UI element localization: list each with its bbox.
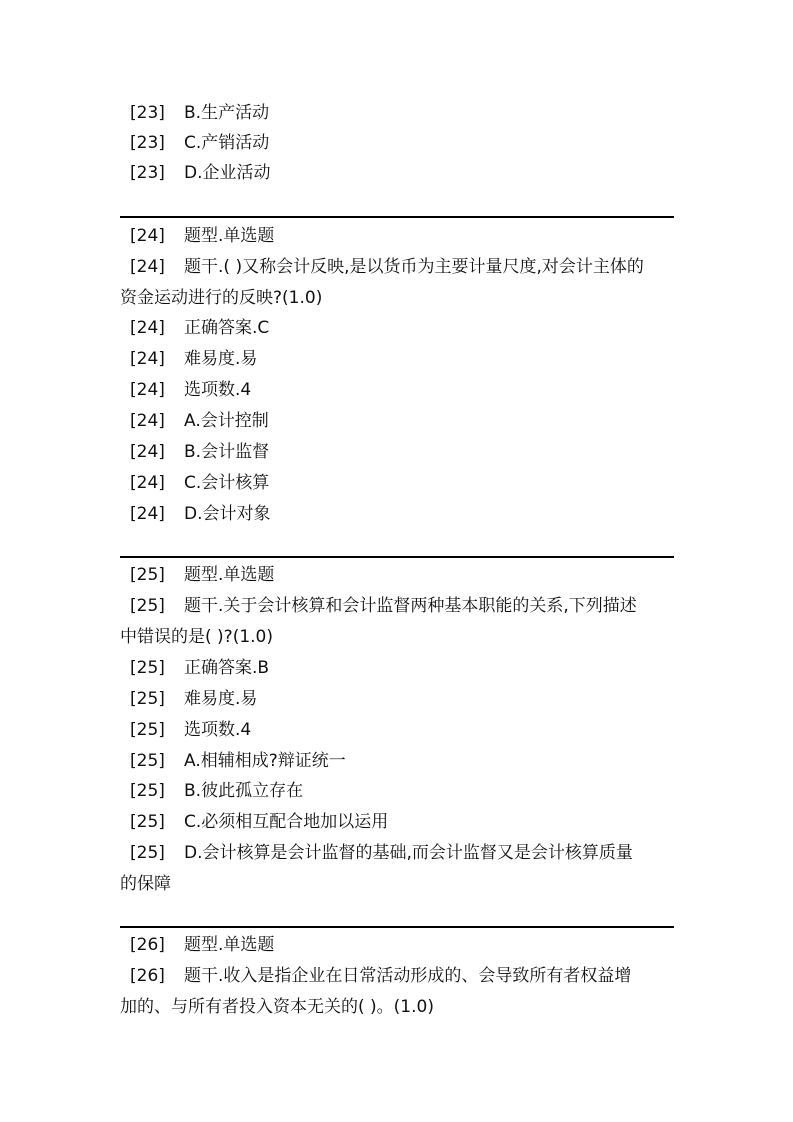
- line-text: 题干.关于会计核算和会计监督两种基本职能的关系,下列描述: [184, 596, 637, 616]
- line-text: B.会计监督: [184, 442, 270, 462]
- question-number: [24]: [130, 473, 165, 493]
- line-text: 题型.单选题: [184, 565, 275, 585]
- question-number: [24]: [130, 442, 165, 462]
- line-text: D.会计对象: [184, 504, 271, 524]
- option-line: [130, 781, 303, 801]
- line-text: A.会计控制: [184, 411, 269, 431]
- question-number: [24]: [130, 226, 165, 246]
- section-divider: [120, 926, 674, 928]
- option-count-line: [130, 720, 251, 740]
- question-type-line: [130, 565, 274, 585]
- line-text: 题型.单选题: [184, 226, 275, 246]
- option-line: [130, 411, 269, 431]
- question-number: [23]: [130, 103, 165, 123]
- line-text: D.会计核算是会计监督的基础,而会计监督又是会计核算质量: [184, 843, 633, 863]
- line-text: 正确答案.B: [184, 658, 270, 678]
- line-text: 难易度.易: [184, 349, 258, 369]
- line-text: 题干.收入是指企业在日常活动形成的、会导致所有者权益增: [184, 966, 632, 986]
- answer-line: [130, 318, 269, 338]
- question-number: [24]: [130, 318, 165, 338]
- option-line: [130, 163, 271, 183]
- option-line: [130, 442, 269, 462]
- line-text: 资金运动进行的反映?(1.0): [120, 288, 323, 308]
- question-stem-line: [130, 257, 644, 277]
- option-continuation: [120, 874, 171, 894]
- option-line: [130, 504, 271, 524]
- line-text: 中错误的是( )?(1.0): [120, 627, 273, 647]
- line-text: C.会计核算: [184, 473, 270, 493]
- line-text: 加的、与所有者投入资本无关的( )。(1.0): [120, 997, 434, 1017]
- question-stem-continuation: [120, 997, 434, 1017]
- line-text: C.必须相互配合地加以运用: [184, 812, 389, 832]
- question-number: [25]: [130, 689, 165, 709]
- question-number: [24]: [130, 380, 165, 400]
- option-line: [130, 843, 633, 863]
- question-number: [24]: [130, 504, 165, 524]
- line-text: 选项数.4: [184, 380, 252, 400]
- question-number: [25]: [130, 720, 165, 740]
- question-stem-line: [130, 966, 631, 986]
- question-number: [23]: [130, 133, 165, 153]
- line-text: D.企业活动: [184, 163, 271, 183]
- question-number: [25]: [130, 843, 165, 863]
- question-number: [25]: [130, 812, 165, 832]
- question-number: [24]: [130, 257, 165, 277]
- question-number: [25]: [130, 781, 165, 801]
- question-number: [25]: [130, 751, 165, 771]
- line-text: C.产销活动: [184, 133, 270, 153]
- section-divider: [120, 556, 674, 558]
- question-number: [25]: [130, 565, 165, 585]
- line-text: 正确答案.C: [184, 318, 270, 338]
- line-text: 题干.( )又称会计反映,是以货币为主要计量尺度,对会计主体的: [184, 257, 644, 277]
- question-number: [25]: [130, 658, 165, 678]
- difficulty-line: [130, 689, 257, 709]
- question-number: [26]: [130, 935, 165, 955]
- line-text: B.生产活动: [184, 103, 270, 123]
- question-type-line: [130, 935, 274, 955]
- option-line: [130, 751, 346, 771]
- line-text: 选项数.4: [184, 720, 252, 740]
- question-number: [26]: [130, 966, 165, 986]
- question-number: [24]: [130, 411, 165, 431]
- question-number: [23]: [130, 163, 165, 183]
- section-divider: [120, 216, 674, 218]
- question-stem-continuation: [120, 288, 322, 308]
- line-text: 难易度.易: [184, 689, 258, 709]
- line-text: 的保障: [120, 874, 171, 894]
- option-line: [130, 473, 269, 493]
- option-line: [130, 812, 388, 832]
- option-line: [130, 103, 269, 123]
- question-stem-continuation: [120, 627, 273, 647]
- line-text: 题型.单选题: [184, 935, 275, 955]
- line-text: B.彼此孤立存在: [184, 781, 304, 801]
- option-count-line: [130, 380, 251, 400]
- option-line: [130, 133, 269, 153]
- question-number: [24]: [130, 349, 165, 369]
- line-text: A.相辅相成?辩证统一: [184, 751, 346, 771]
- difficulty-line: [130, 349, 257, 369]
- answer-line: [130, 658, 269, 678]
- question-number: [25]: [130, 596, 165, 616]
- question-stem-line: [130, 596, 637, 616]
- question-type-line: [130, 226, 274, 246]
